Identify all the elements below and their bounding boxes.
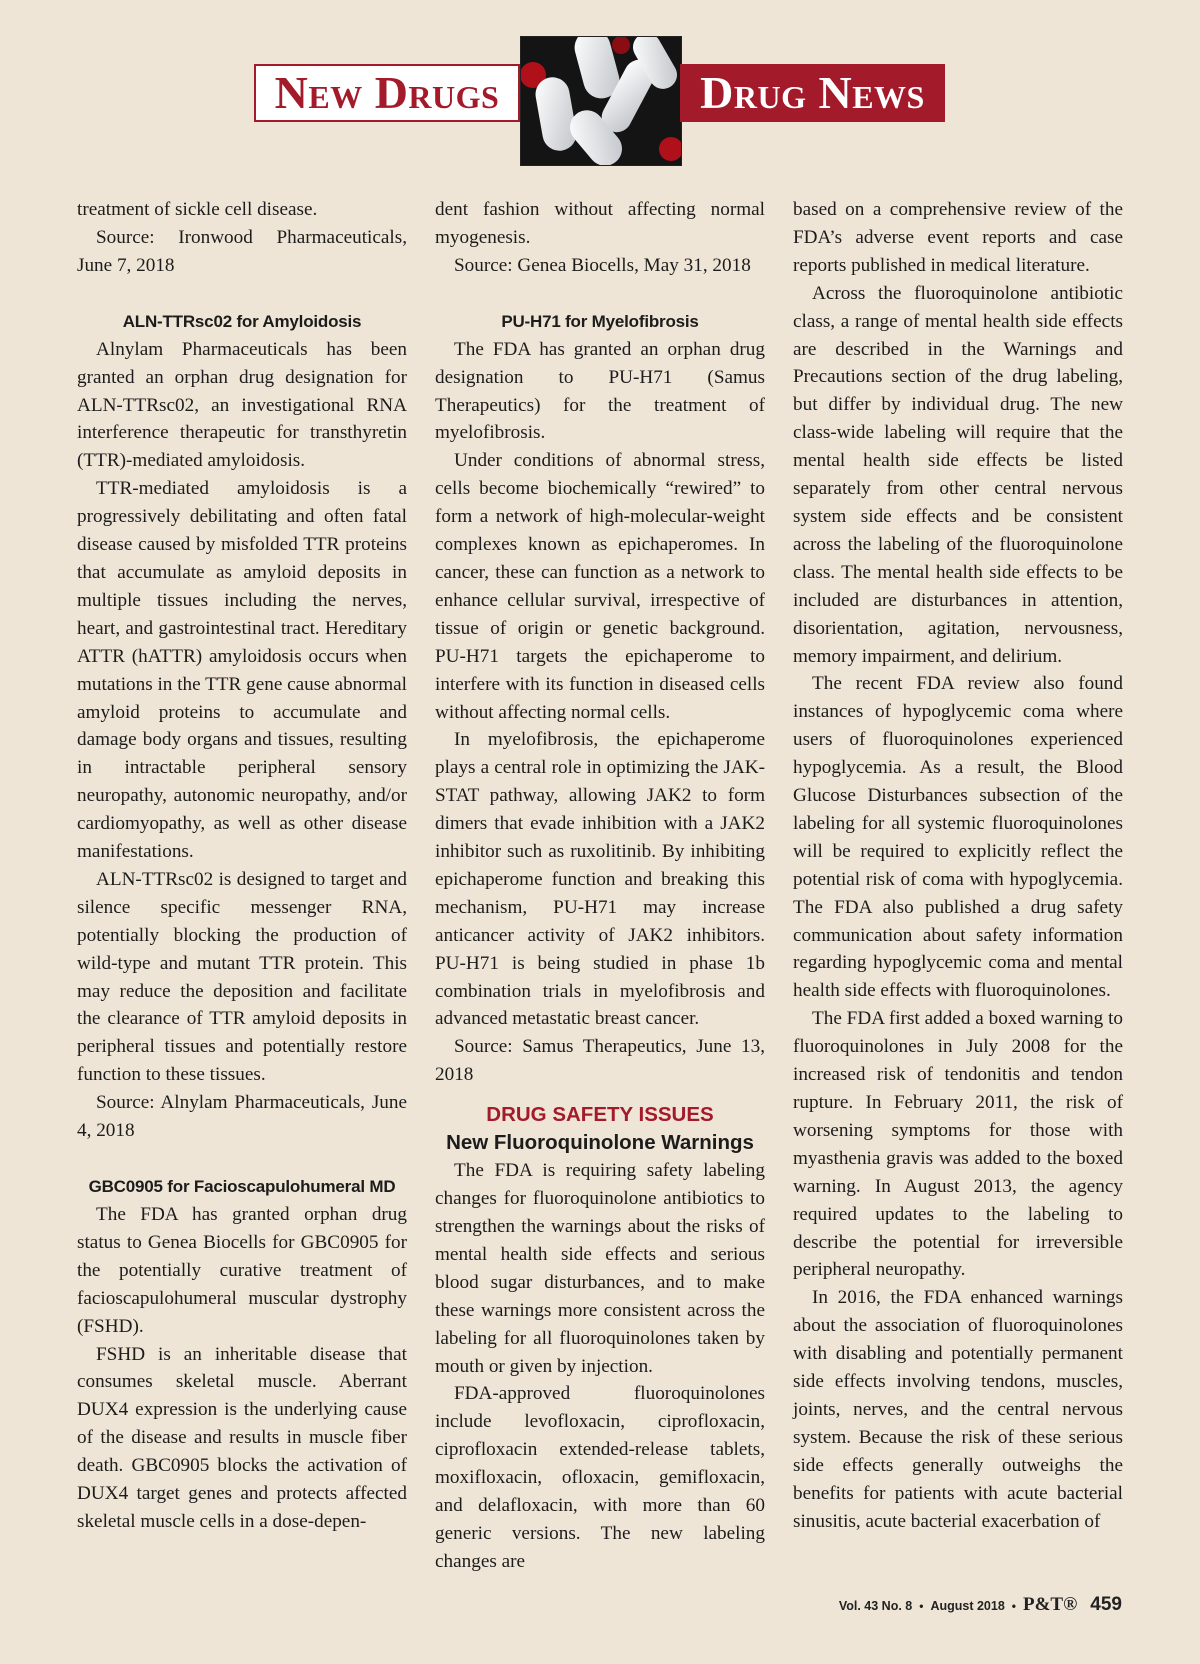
source-line: Source: Samus Therapeutics, June 13, 2018 bbox=[435, 1036, 765, 1086]
source-line: Source: Ironwood Pharmaceuticals, June 7, 2018 bbox=[77, 226, 407, 276]
paragraph: In 2016, the FDA enhanced warnings about the association of fluoroquinolones with disabling and potentially permanent side effects involving tendons, muscles, joints, nerves, and the central nervous system. Because the risk of these serious side effects generally outweighs the benefits for patients with acute bacterial sinusitis, acute bacterial exacerbation of bbox=[793, 1287, 1123, 1532]
pills-illustration bbox=[521, 37, 681, 165]
paragraph: Alnylam Pharmaceuticals has been granted an orphan drug designation for ALN-TTRsc02, an investigational RNA interference therapeutic for transthyretin (TTR)-mediated amyloidosis. bbox=[77, 338, 407, 472]
drug-news-banner-label: Drug News bbox=[700, 67, 925, 118]
paragraph: dent fashion without affecting normal myogenesis. bbox=[435, 199, 765, 248]
paragraph: FDA-approved fluoroquinolones include levofloxacin, ciprofloxacin, ciprofloxacin extended-release tablets, moxifloxacin, ofloxacin, gemifloxacin, and delafloxacin, with more than 60 generic versions. The new labeling changes are bbox=[435, 1383, 765, 1572]
article-heading-fluoroquinolone: New Fluoroquinolone Warnings bbox=[446, 1131, 754, 1155]
article-heading-pu-h71: PU-H71 for Myelofibrosis bbox=[501, 311, 699, 331]
bullet-separator: • bbox=[919, 1599, 924, 1613]
paragraph: TTR-mediated amyloidosis is a progressively debilitating and often fatal disease caused by misfolded TTR proteins that accumulate as amyloid deposits in multiple tissues including the nerves, heart, and gastrointestinal tract. Hereditary ATTR (hATTR) amyloidosis occurs when mutations in the TTR gene cause abnormal amyloid proteins to accumulate and damage body organs and tissues, resulting in intractable peripheral sensory neuropathy, autonomic neuropathy, and/or cardiomyopathy, as well as other disease manifestations. bbox=[77, 478, 408, 863]
paragraph: based on a comprehensive review of the FDA’s adverse event reports and case reports published in medical literature. bbox=[793, 199, 1123, 276]
paragraph: Across the fluoroquinolone antibiotic class, a range of mental health side effects are described in the Warnings and Precautions section of the drug labeling, but differ by individual drug. The new class-wide labeling will require that the mental health side effects be listed separately from other central nervous system side effects and be consistent across the labeling of the fluoroquinolone class. The mental health side effects to be included are disturbances in attention, disorientation, agitation, nervousness, memory impairment, and delirium. bbox=[793, 282, 1123, 667]
footer-date: August 2018 bbox=[930, 1599, 1005, 1613]
article-heading-aln-ttrsc02: ALN-TTRsc02 for Amyloidosis bbox=[122, 311, 362, 331]
footer-journal: P&T® bbox=[1022, 1594, 1078, 1615]
source-line: Source: Alnylam Pharmaceuticals, June 4, 2018 bbox=[77, 1092, 407, 1142]
new-drugs-banner bbox=[254, 64, 520, 122]
column-1 bbox=[77, 196, 407, 1536]
paragraph: The FDA has granted an orphan drug designation to PU-H71 (Samus Therapeutics) for the treatment of myelofibrosis. bbox=[435, 338, 765, 444]
article-heading-gbc0905: GBC0905 for Facioscapulohumeral MD bbox=[88, 1177, 396, 1196]
column-3 bbox=[793, 196, 1123, 1536]
footer-volume: Vol. 43 No. 8 bbox=[838, 1599, 913, 1613]
bullet-separator: • bbox=[1011, 1599, 1016, 1613]
page-number: 459 bbox=[1090, 1594, 1122, 1615]
section-heading-drug-safety: DRUG SAFETY ISSUES bbox=[486, 1103, 714, 1127]
new-drugs-banner-label: New Drugs bbox=[274, 67, 500, 118]
paragraph: The FDA has granted orphan drug status to Genea Biocells for GBC0905 for the potentially curative treatment of facioscapulohumeral muscular dystrophy (FSHD). bbox=[77, 1204, 407, 1337]
pills-photo bbox=[520, 36, 682, 166]
paragraph: ALN-TTRsc02 is designed to target and silence specific messenger RNA, potentially blocking the production of wild-type and mutant TTR protein. This may reduce the deposition and facilitate the clearance of TTR amyloid deposits in peripheral tissues and potentially restore function to these tissues. bbox=[77, 868, 407, 1086]
paragraph: treatment of sickle cell disease. bbox=[77, 199, 318, 220]
paragraph: The FDA first added a boxed warning to fluoroquinolones in July 2008 for the increased risk of tendonitis and tendon rupture. In February 2011, the risk of worsening symptoms for those with myasthenia gravis was added to the boxed warning. In August 2013, the agency required updates to the labeling to describe the potential for irreversible peripheral neuropathy. bbox=[793, 1008, 1123, 1281]
source-line: Source: Genea Biocells, May 31, 2018 bbox=[454, 254, 751, 276]
paragraph: The recent FDA review also found instances of hypoglycemic coma where users of fluoroquinolones experienced hypoglycemia. As a result, the Blood Glucose Disturbances subsection of the labeling for all systemic fluoroquinolones will be required to explicitly reflect the potential risk of coma with hypoglycemia. The FDA also published a drug safety communication about safety information regarding hypoglycemic coma and mental health side effects with fluoroquinolones. bbox=[793, 673, 1123, 1002]
paragraph: The FDA is requiring safety labeling changes for fluoroquinolone antibiotics to strengthen the warnings about the risks of mental health side effects and serious blood sugar disturbances, and to make these warnings more consistent across the labeling for all fluoroquinolones taken by mouth or given by injection. bbox=[435, 1160, 765, 1377]
column-2 bbox=[435, 196, 765, 1576]
paragraph: Under conditions of abnormal stress, cells become biochemically “rewired” to form a network of high-molecular-weight complexes known as epichaperomes. In cancer, these can function as a network to enhance cellular survival, irrespective of tissue of origin or genetic background. PU-H71 targets the epichaperome to interfere with its function in diseased cells without affecting normal cells. bbox=[435, 450, 765, 723]
paragraph: In myelofibrosis, the epichaperome plays a central role in optimizing the JAK-STAT pathway, allowing JAK2 to form dimers that evade inhibition with a JAK2 inhibitor such as ruxolitinib. By inhibiting epichaperome function and breaking this mechanism, PU-H71 may increase anticancer activity of JAK2 inhibitors. PU-H71 is being studied in phase 1b combination trials in myelofibrosis and advanced metastatic breast cancer. bbox=[435, 729, 765, 1030]
paragraph: FSHD is an inheritable disease that consumes skeletal muscle. Aberrant DUX4 expression is the underlying cause of the disease and results in muscle fiber death. GBC0905 blocks the activation of DUX4 target genes and protects affected skeletal muscle cells in a dose-depen- bbox=[77, 1343, 407, 1532]
drug-news-banner bbox=[680, 64, 945, 122]
page-footer bbox=[839, 1594, 1122, 1616]
